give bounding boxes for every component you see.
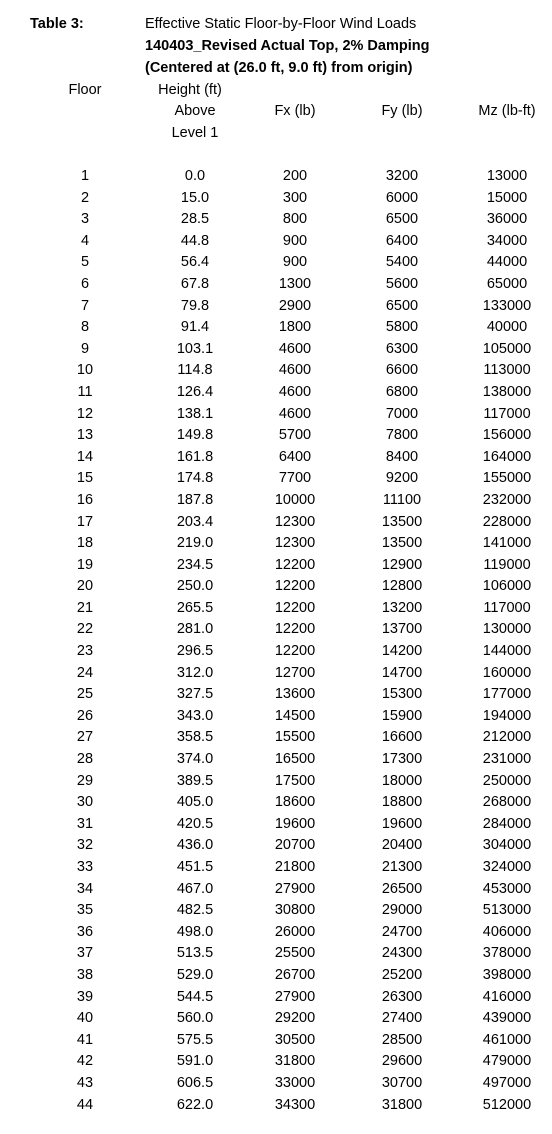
cell-fy: 16600 [381,729,423,746]
cell-floor: 16 [76,491,94,508]
cell-height: 187.8 [176,491,214,508]
cell-mz: 117000 [483,599,531,616]
cell-fx: 18600 [274,794,316,811]
cell-floor: 25 [76,686,94,703]
table-row [0,1096,552,1118]
table-row [0,1052,552,1074]
cell-fx: 30500 [274,1031,316,1048]
cell-mz: 113000 [483,362,531,379]
cell-floor: 36 [76,923,94,940]
cell-fy: 6500 [385,211,419,228]
cell-height: 0.0 [184,168,206,184]
cell-height: 622.0 [176,1096,214,1113]
cell-height: 114.8 [177,362,213,379]
column-header-mz: Mz (lb-ft) [478,103,536,119]
cell-height: 327.5 [176,686,214,703]
cell-height: 161.8 [176,448,214,465]
cell-fx: 12300 [274,535,316,552]
cell-floor: 9 [80,340,90,357]
cell-fx: 21800 [274,859,316,875]
cell-fx: 200 [282,168,308,184]
cell-mz: 40000 [486,319,528,336]
cell-mz: 378000 [482,945,532,962]
cell-fx: 900 [282,254,308,271]
cell-mz: 36000 [486,211,528,228]
table-row [0,383,552,405]
table-row [0,599,552,621]
cell-floor: 5 [80,254,90,271]
cell-fx: 34300 [274,1096,316,1113]
column-header-floor: Floor [68,82,102,98]
cell-mz: 106000 [482,578,532,595]
cell-fx: 1800 [278,319,312,336]
table-row [0,772,552,794]
cell-fx: 26000 [274,923,316,940]
table-row [0,513,552,535]
cell-floor: 23 [76,643,94,660]
column-header-height-line2: Above [174,103,216,119]
column-header-height: Height (ft) [158,82,222,98]
cell-floor: 18 [76,535,94,552]
cell-mz: 155000 [482,470,532,487]
cell-fy: 6500 [385,297,419,314]
cell-fy: 6300 [385,340,419,357]
cell-fy: 12900 [381,556,423,573]
cell-mz: 232000 [482,491,532,508]
cell-mz: 141000 [482,535,532,552]
cell-fx: 4600 [278,383,312,400]
cell-mz: 479000 [482,1053,532,1070]
cell-mz: 117000 [483,405,531,422]
cell-fx: 300 [282,189,308,206]
table-row [0,340,552,362]
cell-floor: 19 [76,556,94,573]
cell-height: 138.1 [176,405,214,422]
table-row [0,1074,552,1096]
cell-mz: 406000 [482,923,532,940]
cell-fy: 12800 [381,578,423,595]
cell-mz: 130000 [482,621,532,638]
cell-fy: 24300 [381,945,423,962]
cell-height: 482.5 [176,902,214,919]
cell-floor: 29 [76,772,94,789]
cell-mz: 497000 [482,1074,532,1091]
cell-height: 591.0 [176,1053,214,1070]
cell-mz: 512000 [482,1096,532,1113]
table-row [0,1009,552,1031]
cell-mz: 250000 [482,772,532,789]
cell-fx: 900 [282,232,308,249]
cell-fy: 14200 [381,643,423,660]
cell-mz: 439000 [482,1010,532,1027]
cell-fx: 12200 [274,578,316,595]
cell-height: 405.0 [176,794,214,811]
table-subtitle: 140403_Revised Actual Top, 2% Damping [145,38,430,54]
table-row [0,297,552,319]
cell-floor: 21 [76,599,94,616]
cell-fx: 14500 [274,707,316,724]
table-row [0,815,552,837]
cell-height: 219.0 [176,535,214,552]
cell-fy: 28500 [381,1031,423,1048]
cell-fx: 12200 [274,621,316,638]
column-header-fx: Fx (lb) [274,103,316,119]
table-row [0,556,552,578]
cell-mz: 228000 [482,513,532,530]
cell-height: 436.0 [176,837,214,854]
cell-fx: 6400 [278,448,312,465]
cell-fy: 6600 [385,362,419,379]
cell-fx: 30800 [274,902,316,919]
cell-fy: 9200 [385,470,419,487]
cell-floor: 26 [76,707,94,724]
cell-mz: 13000 [486,168,528,184]
cell-height: 343.0 [176,707,214,724]
cell-fx: 15500 [274,729,316,746]
cell-fx: 19600 [274,815,316,832]
cell-fx: 12200 [274,643,316,660]
cell-fy: 5400 [385,254,419,271]
cell-height: 296.5 [176,643,214,660]
cell-fy: 7000 [385,405,419,422]
cell-floor: 30 [76,794,94,811]
cell-height: 312.0 [176,664,214,681]
cell-fy: 27400 [381,1010,423,1027]
table-row [0,707,552,729]
cell-mz: 44000 [486,254,528,271]
cell-floor: 20 [76,578,94,595]
cell-floor: 24 [76,664,94,681]
cell-fy: 6400 [385,232,419,249]
table-row [0,210,552,232]
cell-fy: 13500 [381,535,423,552]
cell-height: 250.0 [176,578,214,595]
cell-fy: 5600 [385,275,419,292]
cell-height: 358.5 [176,729,214,746]
cell-fy: 15300 [381,686,423,703]
cell-fx: 12700 [274,664,316,681]
cell-floor: 27 [76,729,94,746]
cell-fx: 800 [282,211,308,228]
table-row [0,405,552,427]
cell-floor: 7 [80,297,90,314]
cell-height: 15.0 [180,189,210,206]
cell-fy: 18800 [381,794,423,811]
cell-fy: 13700 [381,621,423,638]
cell-floor: 12 [76,405,94,422]
table-row [0,923,552,945]
table-row [0,426,552,448]
cell-floor: 17 [76,513,94,530]
cell-floor: 28 [76,751,94,768]
cell-height: 174.8 [176,470,214,487]
cell-fy: 15900 [381,707,423,724]
table-row [0,167,552,189]
table-center-note: (Centered at (26.0 ft, 9.0 ft) from origin) [145,60,413,76]
table-row [0,642,552,664]
cell-mz: 156000 [482,427,532,444]
cell-height: 265.5 [176,599,214,616]
cell-floor: 22 [76,621,94,638]
cell-fy: 30700 [381,1074,423,1091]
cell-height: 467.0 [176,880,214,897]
cell-fx: 2900 [278,297,312,314]
cell-height: 28.5 [180,211,210,228]
cell-mz: 65000 [486,275,528,292]
cell-fx: 16500 [274,751,316,768]
cell-floor: 14 [76,448,94,465]
cell-height: 451.5 [176,859,214,875]
cell-fx: 12200 [274,556,316,573]
cell-floor: 2 [80,189,90,206]
table-row [0,189,552,211]
cell-height: 544.5 [176,988,214,1005]
table-row [0,491,552,513]
table-label: Table 3: [30,16,84,32]
cell-floor: 42 [76,1053,94,1070]
cell-fx: 27900 [274,880,316,897]
cell-fy: 25200 [381,966,423,983]
wind-load-table-body [0,167,552,1117]
cell-height: 91.4 [180,319,210,336]
cell-floor: 34 [76,880,94,897]
cell-floor: 1 [80,168,90,184]
cell-mz: 231000 [482,751,532,768]
cell-fx: 33000 [274,1074,316,1091]
cell-height: 606.5 [176,1074,214,1091]
cell-height: 560.0 [176,1010,214,1027]
cell-mz: 304000 [482,837,532,854]
cell-fx: 10000 [274,491,316,508]
cell-fy: 18000 [381,772,423,789]
cell-height: 374.0 [176,751,214,768]
cell-mz: 416000 [482,988,532,1005]
cell-fx: 31800 [274,1053,316,1070]
cell-floor: 37 [76,945,94,962]
table-row [0,685,552,707]
table-row [0,880,552,902]
cell-fx: 27900 [274,988,316,1005]
cell-fx: 13600 [274,686,316,703]
cell-fy: 31800 [381,1096,423,1113]
table-row [0,728,552,750]
cell-mz: 461000 [482,1031,532,1048]
cell-fy: 6800 [385,383,419,400]
cell-fx: 26700 [274,966,316,983]
cell-fy: 20400 [381,837,423,854]
cell-floor: 35 [76,902,94,919]
cell-fx: 25500 [274,945,316,962]
table-row [0,275,552,297]
cell-mz: 212000 [482,729,532,746]
cell-floor: 31 [76,815,94,832]
table-row [0,664,552,686]
cell-mz: 119000 [483,556,531,573]
cell-height: 234.5 [176,556,214,573]
table-row [0,232,552,254]
cell-floor: 39 [76,988,94,1005]
cell-height: 529.0 [176,966,214,983]
table-row [0,577,552,599]
cell-fy: 24700 [381,923,423,940]
cell-floor: 38 [76,966,94,983]
cell-fx: 4600 [278,405,312,422]
table-row [0,966,552,988]
cell-mz: 160000 [482,664,532,681]
table-row [0,836,552,858]
cell-mz: 284000 [482,815,532,832]
column-header-fy: Fy (lb) [381,103,423,119]
cell-floor: 11 [77,383,93,400]
cell-mz: 177000 [482,686,532,703]
cell-fy: 29600 [381,1053,423,1070]
cell-floor: 41 [76,1031,94,1048]
cell-height: 420.5 [176,815,214,832]
cell-mz: 513000 [482,902,532,919]
table-row [0,469,552,491]
cell-fy: 29000 [381,902,423,919]
cell-fy: 5800 [385,319,419,336]
table-row [0,318,552,340]
cell-fy: 7800 [385,427,419,444]
cell-fy: 14700 [381,664,423,681]
table-row [0,620,552,642]
column-header-height-line3: Level 1 [171,125,219,141]
cell-fx: 7700 [278,470,312,487]
cell-floor: 33 [76,859,94,875]
cell-fy: 17300 [381,751,423,768]
cell-floor: 43 [76,1074,94,1091]
cell-mz: 164000 [482,448,532,465]
table-row [0,534,552,556]
cell-height: 126.4 [176,383,214,400]
cell-height: 513.5 [176,945,214,962]
cell-fx: 20700 [274,837,316,854]
table-row [0,858,552,880]
cell-fy: 11100 [382,491,422,508]
cell-mz: 133000 [482,297,532,314]
table-title: Effective Static Floor-by-Floor Wind Loads [145,16,417,32]
cell-height: 56.4 [180,254,210,271]
cell-fy: 26300 [381,988,423,1005]
cell-fx: 17500 [274,772,316,789]
cell-fx: 4600 [278,362,312,379]
cell-height: 149.8 [176,427,214,444]
cell-floor: 6 [80,275,90,292]
table-row [0,448,552,470]
cell-mz: 15000 [486,189,528,206]
table-row [0,901,552,923]
table-row [0,253,552,275]
cell-height: 203.4 [176,513,214,530]
cell-fy: 26500 [381,880,423,897]
table-row [0,361,552,383]
cell-fx: 12200 [274,599,316,616]
table-row [0,944,552,966]
cell-floor: 44 [76,1096,94,1113]
cell-floor: 8 [80,319,90,336]
cell-floor: 13 [76,427,94,444]
cell-height: 103.1 [176,340,214,357]
cell-fy: 3200 [385,168,419,184]
cell-fy: 13200 [381,599,423,616]
cell-mz: 138000 [482,383,532,400]
cell-mz: 398000 [482,966,532,983]
cell-fy: 13500 [381,513,423,530]
cell-height: 498.0 [176,923,214,940]
cell-height: 79.8 [180,297,210,314]
cell-mz: 268000 [482,794,532,811]
cell-mz: 324000 [482,859,532,875]
cell-floor: 10 [76,362,94,379]
cell-fx: 5700 [278,427,312,444]
cell-floor: 3 [80,211,90,228]
table-row [0,793,552,815]
cell-floor: 15 [76,470,94,487]
cell-fy: 8400 [385,448,419,465]
cell-mz: 453000 [482,880,532,897]
cell-mz: 194000 [482,707,532,724]
cell-mz: 34000 [486,232,528,249]
cell-fy: 6000 [385,189,419,206]
cell-height: 389.5 [176,772,214,789]
table-row [0,1031,552,1053]
cell-fy: 21300 [381,859,423,875]
cell-fx: 12300 [274,513,316,530]
cell-height: 281.0 [176,621,214,638]
cell-fy: 19600 [381,815,423,832]
cell-floor: 4 [80,232,90,249]
cell-height: 44.8 [180,232,210,249]
cell-mz: 105000 [482,340,532,357]
table-row [0,988,552,1010]
cell-floor: 40 [76,1010,94,1027]
cell-fx: 4600 [278,340,312,357]
cell-fx: 29200 [274,1010,316,1027]
cell-height: 67.8 [180,275,210,292]
cell-mz: 144000 [482,643,532,660]
cell-floor: 32 [76,837,94,854]
table-row [0,750,552,772]
cell-height: 575.5 [176,1031,214,1048]
cell-fx: 1300 [278,275,312,292]
